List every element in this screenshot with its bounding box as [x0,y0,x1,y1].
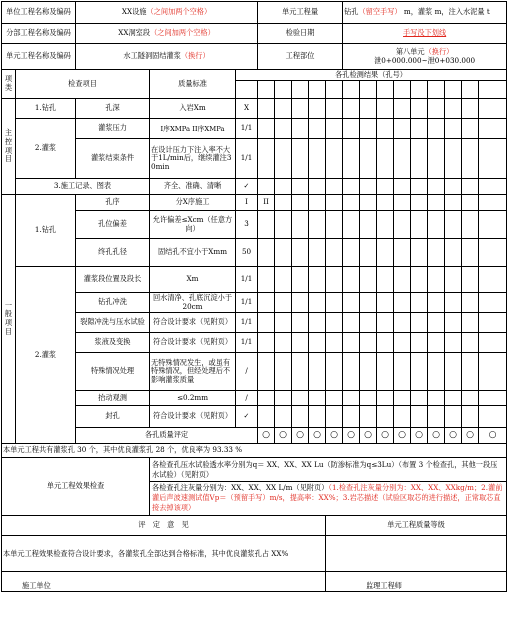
lift-monitor-label: 抬动观测 [76,391,150,406]
result-cell[interactable] [462,81,479,99]
hole-eval-mark[interactable]: ○ [326,428,343,444]
result-cell[interactable] [326,81,343,99]
inspect-date-value[interactable]: 手写没下划线 [343,24,507,44]
grade-value[interactable] [326,536,507,572]
form-table [1,1,507,592]
hole-eval-mark[interactable]: ○ [394,428,411,444]
hole-order-standard: 分X序施工 [150,195,236,211]
hole-deviation-label: 孔位偏差 [76,211,150,239]
general-drilling-group: 1.钻孔 [16,195,76,267]
hole-eval-mark[interactable]: ○ [428,428,445,444]
inspect-date-label: 检验日期 [258,24,343,44]
col-header-category: 项类 [2,70,16,99]
crack-wash-label: 裂隙冲洗与压水试验 [76,313,150,333]
hole-eval-mark[interactable]: ○ [309,428,326,444]
special-case-result[interactable]: / [236,353,258,391]
result-cell[interactable] [360,81,377,99]
grout-end-label: 灌浆结束条件 [76,139,150,179]
grout-pressure-label: 灌浆压力 [76,119,150,139]
result-cell[interactable] [479,81,507,99]
col-header-results: 各孔检测结果（孔号） [236,70,507,81]
opinion-label: 评 定 意 见 [2,516,326,536]
sub-project-label: 分部工程名称及编码 [2,24,76,44]
hole-order-result-2[interactable]: II [258,195,275,211]
sign-supervisor: 监理工程师 [326,572,507,592]
hole-eval-mark[interactable]: ○ [360,428,377,444]
effect-line-2: 各检查孔注灰量分别为：XX、XX、XX L/m（见附页）（1.检查孔注灰量分别为：XX、XX、XXkg/m；2.灌前灌后声波速测试值Vp＝（预留手写）m/s，提高率：XX%；3.岩芯描述（试验区取芯的进行描述，正常取芯直接去掉该项） [152,483,503,512]
crack-wash-standard: 符合设计要求（见附页） [150,313,236,333]
effect-check-content [150,458,507,516]
hole-eval-mark[interactable]: ○ [479,428,507,444]
sub-project-value: XX洞室段（之间加两个空格） [76,24,258,44]
hole-eval-mark[interactable]: ○ [462,428,479,444]
main-drilling-group: 1.钻孔 [16,99,76,119]
seal-standard: 符合设计要求（见附页） [150,406,236,428]
hole-depth-result[interactable]: X [236,99,258,119]
segment-position-standard: Xm [150,267,236,293]
unit-qty-value: 钻孔（留空手写） m，灌浆 m，注入水泥量 t [343,2,507,24]
slurry-label: 浆液及变换 [76,333,150,353]
lift-monitor-standard: ≤0.2mm [150,391,236,406]
records-group: 3.施工记录、图表 [16,179,150,195]
result-cell[interactable] [236,81,258,99]
hole-flush-label: 钻孔冲洗 [76,293,150,313]
sign-construction-unit: 施工单位 [2,572,326,592]
general-items-section: 一般项目 [2,195,16,444]
opinion-text: 本单元工程效果检查符合设计要求，各灌浆孔全部达到合格标准，其中优良灌浆孔占 XX% [2,536,326,572]
result-cell[interactable] [411,81,428,99]
grout-pressure-standard: I序XMPa II序XMPa [150,119,236,139]
hole-deviation-standard: 允许偏差≤Xcm（任意方向） [150,211,236,239]
end-diameter-standard: 固结孔不宜小于Xmm [150,239,236,267]
result-cell[interactable] [258,81,275,99]
effect-check-label: 单元工程效果检查 [2,458,150,516]
records-standard: 齐全、准确、清晰 [150,179,236,195]
hole-flush-standard: 回水清净、孔底沉淀小于20cm [150,293,236,313]
grout-pressure-result[interactable]: 1/1 [236,119,258,139]
element-label: 单元工程名称及编码 [2,44,76,70]
col-header-standard: 质量标准 [150,70,236,99]
grade-label: 单元工程质量等级 [326,516,507,536]
seal-label: 封孔 [76,406,150,428]
col-header-item: 检查项目 [16,70,150,99]
main-grouting-group: 2.灌浆 [16,119,76,179]
unit-project-value: XX设施（之间加两个空格） [76,2,258,24]
general-grouting-group: 2.灌浆 [16,267,76,444]
summary-line: 本单元工程共有灌浆孔 30 个，其中优良灌浆孔 28 个，优良率为 93.33 % [2,444,507,458]
grout-end-result[interactable]: 1/1 [236,139,258,179]
result-cell[interactable] [309,81,326,99]
lift-monitor-result[interactable]: / [236,391,258,406]
hole-eval-label: 各孔质量评定 [76,428,258,444]
special-case-standard: 无特殊情况发生，或虽有特殊情况，但经处理后不影响灌浆质量 [150,353,236,391]
hole-depth-standard: 入岩Xm [150,99,236,119]
hole-depth-label: 孔深 [76,99,150,119]
main-items-section: 主控项目 [2,99,16,195]
hole-eval-mark[interactable]: ○ [292,428,309,444]
result-cell[interactable] [377,81,394,99]
hole-deviation-result[interactable]: 3 [236,211,258,239]
hole-eval-mark[interactable]: ○ [343,428,360,444]
result-cell[interactable] [445,81,462,99]
effect-line-1: 各检查孔压水试验透水率分别为q＝ XX、XX、XX Lu（防渗标准为q≤3Lu）（布置 3 个检查孔，其他一段压水试验）（见附页） [150,459,506,482]
special-case-label: 特殊情况处理 [76,353,150,391]
grout-end-standard: 在设计压力下注入率不大于1L/min后，继续灌注30min [150,139,236,179]
slurry-result[interactable]: 1/1 [236,333,258,353]
hole-order-label: 孔序 [76,195,150,211]
segment-position-result[interactable]: 1/1 [236,267,258,293]
segment-position-label: 灌浆段位置及段长 [76,267,150,293]
records-result[interactable]: ✓ [236,179,258,195]
unit-project-label: 单位工程名称及编码 [2,2,76,24]
element-value: 水工隧洞固结灌浆（换行） [76,44,258,70]
end-diameter-result[interactable]: 50 [236,239,258,267]
unit-qty-label: 单元工程量 [258,2,343,24]
end-diameter-label: 终孔孔径 [76,239,150,267]
hole-eval-mark[interactable]: ○ [275,428,292,444]
crack-wash-result[interactable]: 1/1 [236,313,258,333]
seal-result[interactable]: ✓ [236,406,258,428]
hole-flush-result[interactable]: 1/1 [236,293,258,313]
result-cell[interactable] [275,81,292,99]
location-value: 第八单元（换行） 泄0+000.000~泄0+030.000 [343,44,507,70]
result-cell[interactable] [292,81,309,99]
result-cell[interactable] [394,81,411,99]
slurry-standard: 符合设计要求（见附页） [150,333,236,353]
location-label: 工程部位 [258,44,343,70]
hole-eval-mark[interactable]: ○ [445,428,462,444]
hole-order-result-1[interactable]: I [236,195,258,211]
result-cell[interactable] [343,81,360,99]
hole-eval-mark[interactable]: ○ [377,428,394,444]
result-cell[interactable] [428,81,445,99]
hole-eval-mark[interactable]: ○ [411,428,428,444]
hole-eval-mark[interactable]: ○ [258,428,275,444]
